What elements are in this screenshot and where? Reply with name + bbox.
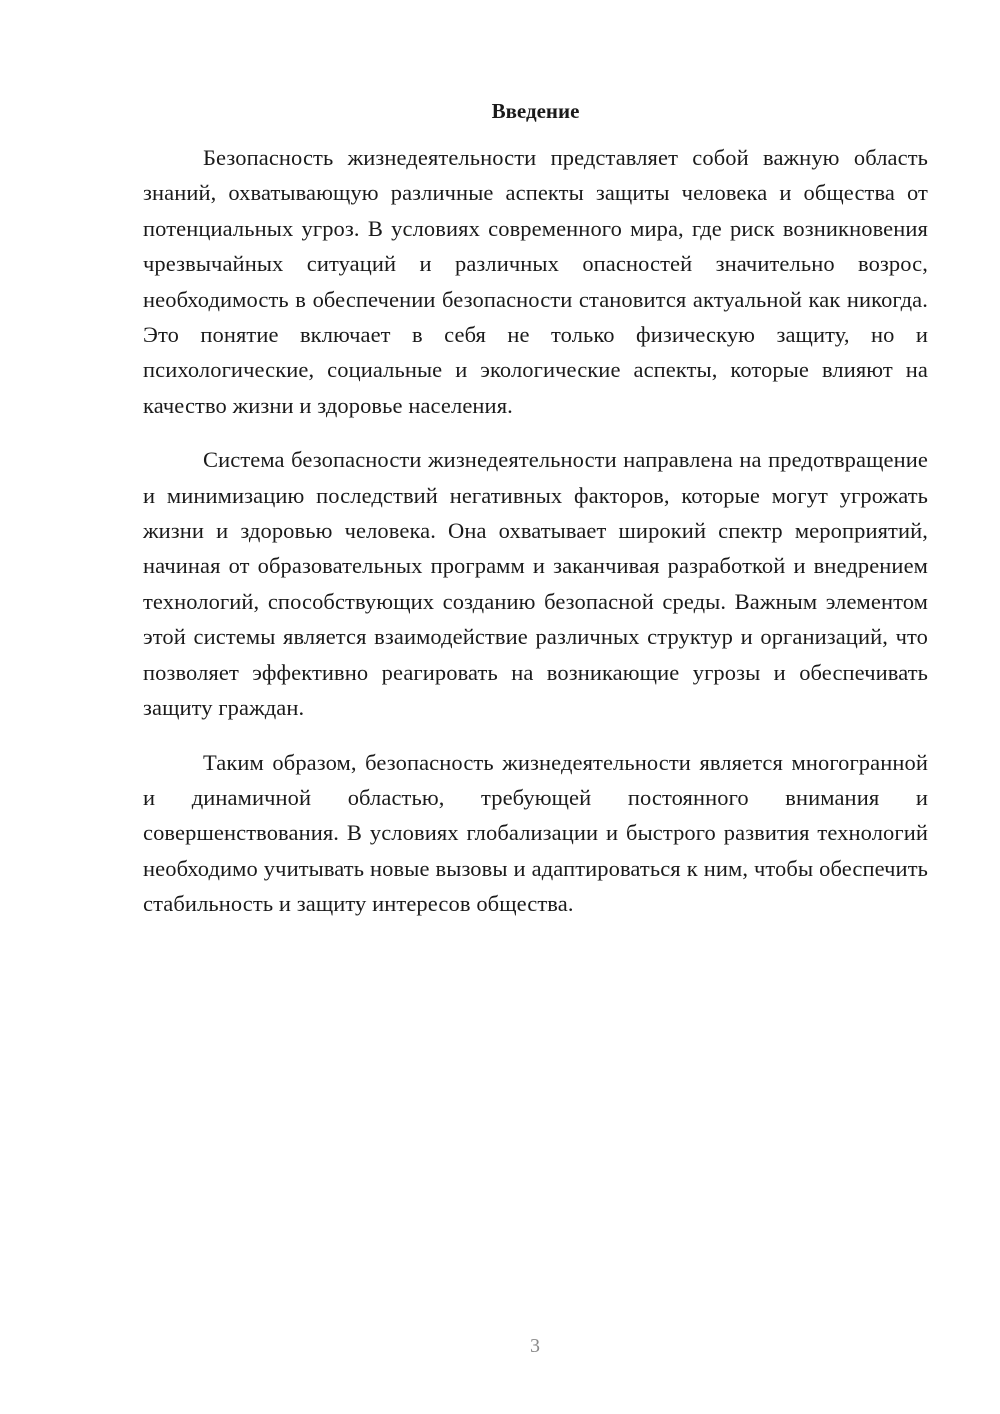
section-heading: Введение bbox=[491, 99, 580, 123]
paragraph-intro: Безопасность жизнедеятельности представляет собой важную область знаний, охватывающую различные аспекты защиты человека и общества от потенциальных угроз. В условиях современного мира, где риск возникновения чрезвычайных ситуаций и различных опасностей значительно возрос, необходимость в обеспечении безопасности становится актуальной как никогда. Это понятие включает в себя не только физическую защиту, но и психологические, социальные и экологические аспекты, которые влияют на качество жизни и здоровье населения. bbox=[143, 145, 928, 418]
paragraph-system: Система безопасности жизнедеятельности направлена на предотвращение и минимизацию последствий негативных факторов, которые могут угрожать жизни и здоровью человека. Она охватывает широкий спектр мероприятий, начиная от образовательных программ и заканчивая разработкой и внедрением технологий, способствующих созданию безопасной среды. Важным элементом этой системы является взаимодействие различных структур и организаций, что позволяет эффективно реагировать на возникающие угрозы и обеспечивать защиту граждан. bbox=[143, 447, 928, 721]
paragraph-conclusion: Таким образом, безопасность жизнедеятельности является многогранной и динамичной областью, требующей постоянного внимания и совершенствования. В условиях глобализации и быстрого развития технологий необходимо учитывать новые вызовы и адаптироваться к ним, чтобы обеспечить стабильность и защиту интересов общества. bbox=[143, 749, 928, 917]
page-number: 3 bbox=[530, 1335, 540, 1357]
page-content bbox=[143, 95, 928, 941]
